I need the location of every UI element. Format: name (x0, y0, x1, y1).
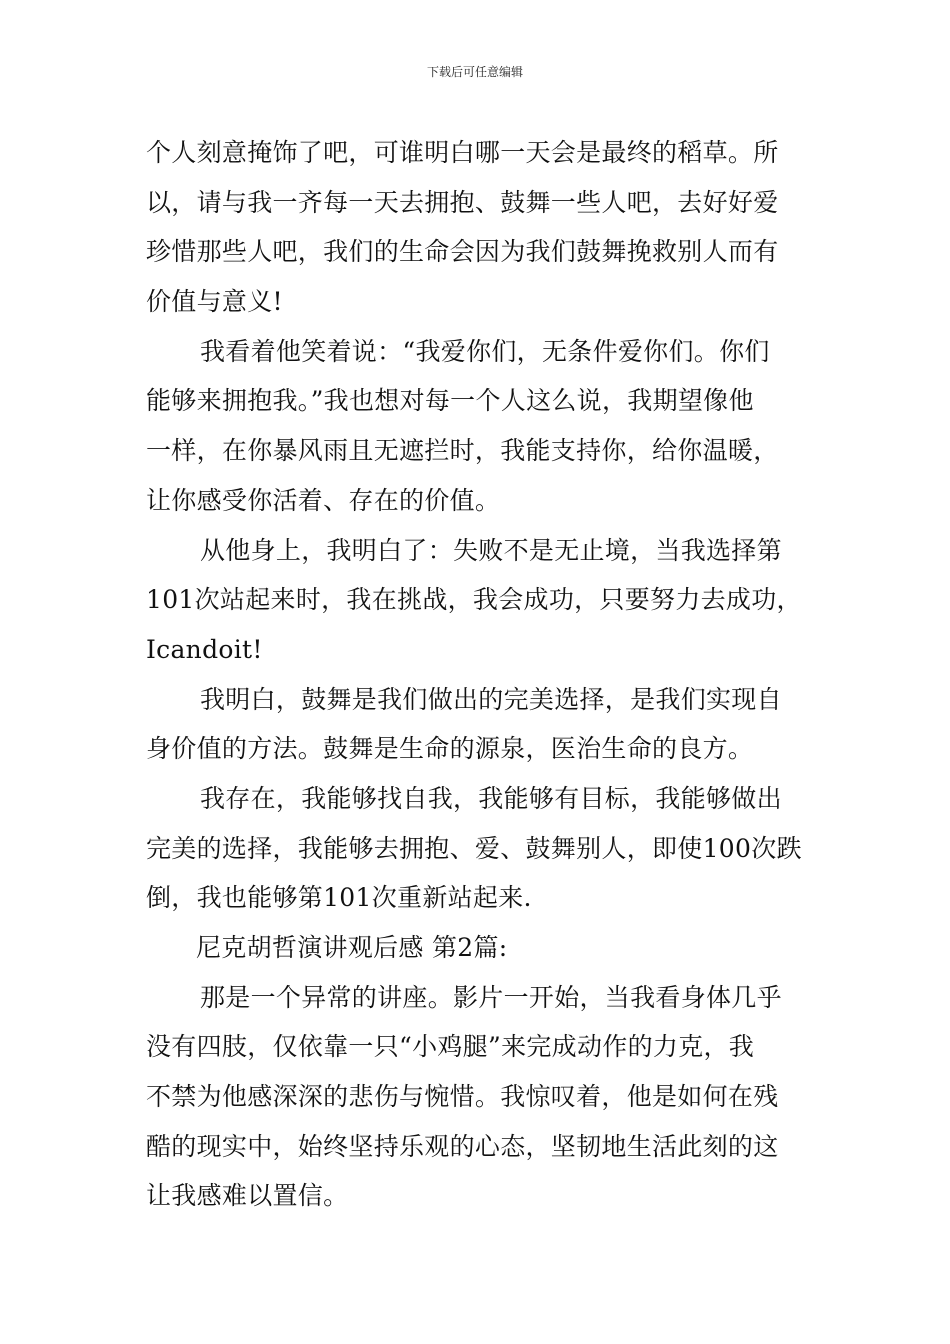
paragraph-start: 从他身上，我明白了：失败不是无止境，当我选择第 (200, 535, 782, 565)
text-line: 珍惜那些人吧，我们的生命会因为我们鼓舞挽救别人而有 (146, 237, 779, 267)
page-header: 下载后可任意编辑 (426, 65, 523, 79)
text-line: 不禁为他感深深的悲伤与惋惜。我惊叹着，他是如何在残 (146, 1082, 779, 1112)
text-line: 完美的选择，我能够去拥抱、爱、鼓舞别人，即使100次跌 (146, 833, 802, 863)
text-line: 让我感难以置信。 (146, 1181, 349, 1211)
section-heading: 尼克胡哲演讲观后感 第2篇: (196, 933, 508, 962)
text-line: 倒，我也能够第101次重新站起来. (146, 883, 532, 913)
text-line: 身价值的方法。鼓舞是生命的源泉，医治生命的良方。 (146, 734, 754, 764)
text-line: 一样，在你暴风雨且无遮拦时，我能支持你，给你温暖， (146, 436, 779, 466)
paragraph-start: 我看着他笑着说：“我爱你们，无条件爱你们。你们 (200, 336, 770, 366)
text-line: 能够来拥抱我。”我也想对每一个人这么说，我期望像他 (146, 386, 754, 416)
paragraph-start: 那是一个异常的讲座。影片一开始，当我看身体几乎 (200, 982, 782, 1012)
document-body (146, 128, 812, 1221)
text-line: 价值与意义! (146, 287, 283, 317)
text-line: 个人刻意掩饰了吧，可谁明白哪一天会是最终的稻草。所 (146, 138, 779, 167)
paragraph-start: 我存在，我能够找自我，我能够有目标，我能够做出 (200, 783, 782, 813)
text-line: 101次站起来时，我在挑战，我会成功，只要努力去成功， (146, 585, 802, 615)
text-line: 酷的现实中，始终坚持乐观的心态，坚韧地生活此刻的这 (146, 1131, 779, 1161)
text-line: 没有四肢，仅依靠一只“小鸡腿”来完成动作的力克，我 (146, 1032, 755, 1062)
paragraph-start: 我明白，鼓舞是我们做出的完美选择，是我们实现自 (200, 684, 782, 714)
text-line: 以，请与我一齐每一天去拥抱、鼓舞一些人吧，去好好爱 (146, 187, 779, 217)
text-line: Icandoit! (146, 634, 263, 664)
text-line: 让你感受你活着、存在的价值。 (146, 485, 501, 515)
